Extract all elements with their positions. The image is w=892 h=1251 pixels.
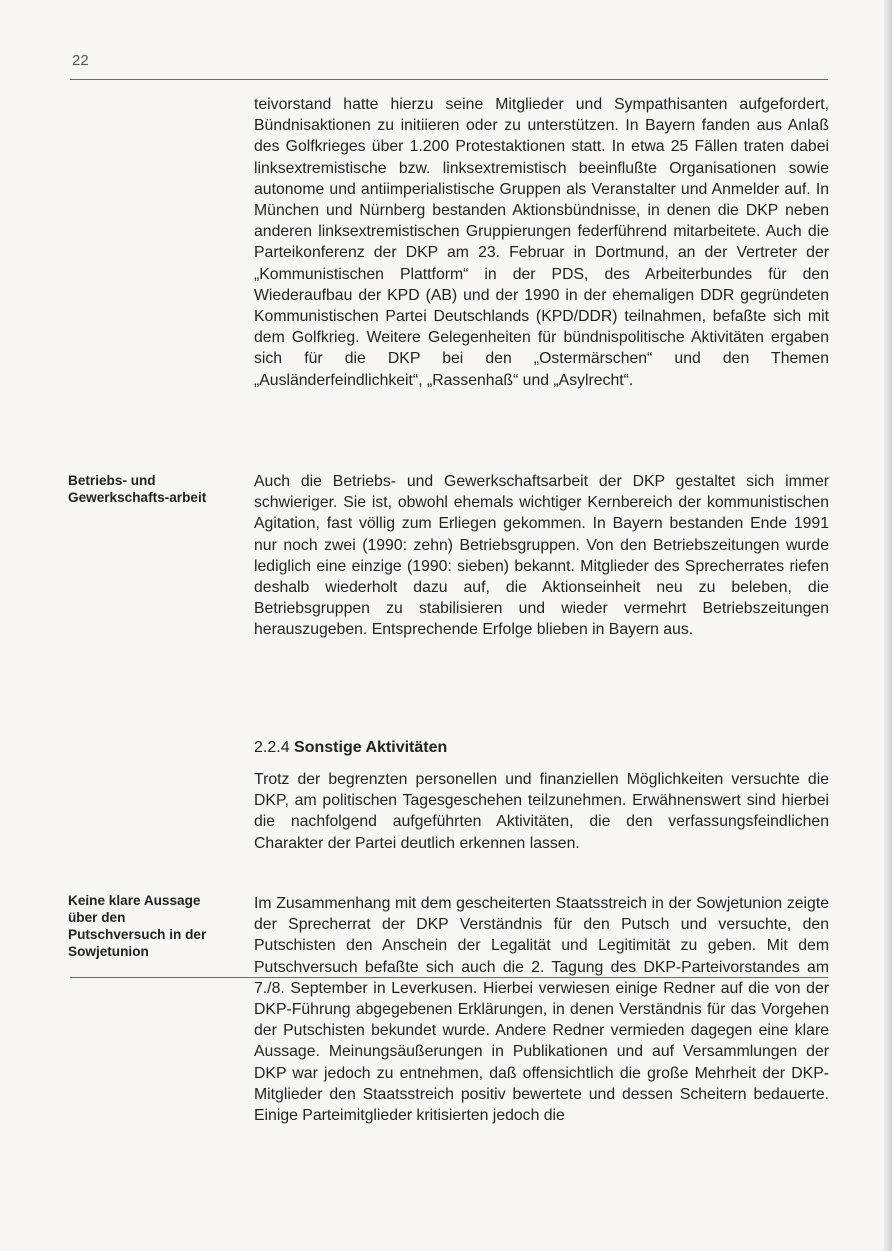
paragraph-golfkrieg: teivorstand hatte hierzu seine Mitglieder und Sympathisanten aufgefordert, Bündnisaktionen zu initiieren oder zu unterstützen. In Bayern fanden aus Anlaß des Golfkrieges über 1.200 Protestaktionen statt. In etwa 25 Fällen traten dabei linksextremistische bzw. linksextremistisch beeinflußte Organisationen sowie autonome und antiimperialistische Gruppen als Veranstalter und Anmelder auf. In München und Nürnberg bestanden Aktionsbündnisse, in denen die DKP neben anderen linksextremistischen Gruppierungen federführend mitarbeitete. Auch die Parteikonferenz der DKP am 23. Februar in Dortmund, an der Vertreter der „Kommunistischen Plattform“ in der PDS, des Arbeiterbundes für den Wiederaufbau der KPD (AB) und der 1990 in der ehemaligen DDR gegründeten Kommunistischen Partei Deutschlands (KPD/DDR) teilnahmen, befaßte sich mit dem Golfkrieg. Weitere Gelegenheiten für bündnispolitische Aktivitäten ergaben sich für die DKP bei den „Ostermärschen“ und den Themen „Ausländerfeindlichkeit“, „Rassenhaß“ und „Asylrecht“. — [254, 96, 829, 389]
margin-note-betriebsarbeit: Betriebs- und Gewerkschafts-arbeit — [68, 473, 207, 505]
footer-rule — [70, 977, 828, 978]
section-heading — [254, 737, 447, 759]
page-number: 22 — [72, 52, 89, 69]
paragraph-betriebsarbeit: Auch die Betriebs- und Gewerkschaftsarbeit der DKP gestaltet sich immer schwieriger. Sie ist, obwohl ehemals wichtiger Kernbereich der kommunistischen Agitation, fast völlig zum Erliegen gekommen. In Bayern bestanden Ende 1991 nur noch zwei (1990: zehn) Betriebsgruppen. Von den Betriebszeitungen wurde lediglich eine einzige (1990: sieben) bekannt. Mitglieder des Sprecherrates riefen deshalb wiederholt dazu auf, die Aktionseinheit neu zu beleben, die Betriebsgruppen zu stabilisieren und wieder vermehrt Betriebszeitungen herauszugeben. Entsprechende Erfolge blieben in Bayern aus. — [254, 473, 829, 639]
paragraph-sonstige-aktivitaeten: Trotz der begrenzten personellen und finanziellen Möglichkeiten versuchte die DKP, am politischen Tagesgeschehen teilzunehmen. Erwähnenswert sind hierbei die nachfolgend aufgeführten Aktivitäten, die den verfassungsfeindlichen Charakter der Partei deutlich erkennen lassen. — [254, 771, 829, 852]
margin-note-putschversuch: Keine klare Aussage über den Putschversuch in der Sowjetunion — [68, 893, 207, 959]
scan-edge — [884, 0, 892, 1251]
section-number: 2.2.4 — [254, 739, 290, 756]
header-rule — [70, 79, 828, 80]
section-title: Sonstige Aktivitäten — [294, 739, 448, 756]
paragraph-putschversuch: Im Zusammenhang mit dem gescheiterten Staatsstreich in der Sowjetunion zeigte der Sprecherrat der DKP Verständnis für den Putsch und versuchte, den Putschisten den Anschein der Legalität und Legitimität zu geben. Mit dem Putschversuch befaßte sich auch die 2. Tagung des DKP-Parteivorstandes am 7./8. September in Leverkusen. Hierbei verwiesen einige Redner auf die von der DKP-Führung abgegebenen Erklärungen, in denen Verständnis für das Vorgehen der Putschisten bekundet wurde. Andere Redner vermieden dagegen eine klare Aussage. Meinungsäußerungen in Publikationen und auf Versammlungen der DKP war jedoch zu entnehmen, daß offensichtlich die große Mehrheit der DKP-Mitglieder den Staatsstreich positiv bewertete und dessen Scheitern bedauerte. Einige Parteimitglieder kritisierten jedoch die — [254, 895, 829, 1125]
